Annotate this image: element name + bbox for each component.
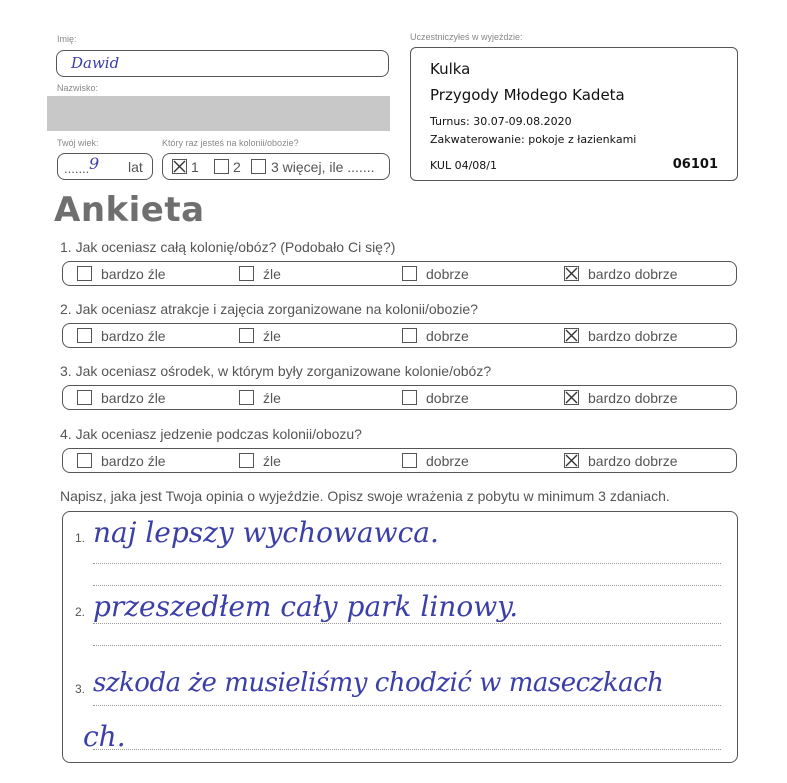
q1-option-1-label: bardzo źle bbox=[101, 266, 166, 282]
x-mark-icon bbox=[173, 160, 186, 173]
q2-checkbox-1[interactable] bbox=[77, 328, 92, 343]
question-1-answers bbox=[62, 261, 737, 286]
ruled-line bbox=[93, 623, 721, 624]
q4-option-4-label: bardzo dobrze bbox=[588, 453, 678, 469]
q4-checkbox-2[interactable] bbox=[239, 453, 254, 468]
surname-label: Nazwisko: bbox=[57, 83, 99, 93]
q3-option-4-label: bardzo dobrze bbox=[588, 390, 678, 406]
name-label: Imię: bbox=[57, 34, 77, 44]
opinion-number-2: 2. bbox=[75, 605, 86, 619]
age-dots: ....... bbox=[64, 161, 90, 176]
times-checkbox-3[interactable] bbox=[251, 159, 266, 174]
opinion-number-1: 1. bbox=[75, 531, 86, 545]
q1-option-3-label: dobrze bbox=[426, 266, 469, 282]
name-field[interactable] bbox=[56, 50, 389, 77]
q4-checkbox-4[interactable] bbox=[564, 453, 579, 468]
q2-checkbox-2[interactable] bbox=[239, 328, 254, 343]
times-checkbox-2[interactable] bbox=[214, 159, 229, 174]
q1-option-4-label: bardzo dobrze bbox=[588, 266, 678, 282]
trip-code: KUL 04/08/1 bbox=[430, 159, 497, 172]
question-3-answers bbox=[62, 385, 737, 410]
trip-line-1: Kulka bbox=[430, 60, 471, 78]
trip-accommodation: Zakwaterowanie: pokoje z łazienkami bbox=[430, 133, 637, 146]
q1-checkbox-4[interactable] bbox=[564, 266, 579, 281]
times-checkbox-1[interactable] bbox=[172, 159, 187, 174]
trip-turnus: Turnus: 30.07-09.08.2020 bbox=[430, 115, 572, 128]
q4-option-3-label: dobrze bbox=[426, 453, 469, 469]
ruled-line bbox=[93, 749, 721, 750]
q2-checkbox-3[interactable] bbox=[402, 328, 417, 343]
surname-redacted-field bbox=[47, 96, 390, 131]
name-value: Dawid bbox=[71, 54, 120, 72]
ruled-line bbox=[93, 585, 721, 586]
trip-info-box bbox=[410, 47, 738, 181]
q1-checkbox-3[interactable] bbox=[402, 266, 417, 281]
question-4-answers bbox=[62, 448, 737, 473]
q3-checkbox-4[interactable] bbox=[564, 390, 579, 405]
trip-line-2: Przygody Młodego Kadeta bbox=[430, 86, 625, 104]
q3-checkbox-2[interactable] bbox=[239, 390, 254, 405]
opinion-line-2: przeszedłem cały park linowy. bbox=[93, 590, 519, 623]
x-mark-icon bbox=[565, 267, 578, 280]
opinion-line-1: naj lepszy wychowawca. bbox=[93, 516, 439, 549]
times-option-2: 2 bbox=[233, 159, 241, 175]
x-mark-icon bbox=[565, 329, 578, 342]
question-4-text: 4. Jak oceniasz jedzenie podczas kolonii/obozu? bbox=[60, 426, 362, 442]
survey-title: Ankieta bbox=[54, 190, 205, 230]
opinion-textarea[interactable] bbox=[62, 511, 738, 763]
question-3-text: 3. Jak oceniasz ośrodek, w którym były zorganizowane kolonie/obóz? bbox=[60, 363, 492, 379]
age-unit: lat bbox=[128, 159, 143, 175]
ruled-line bbox=[93, 705, 721, 706]
opinion-line-3b: ch. bbox=[83, 720, 126, 753]
times-label: Który raz jesteś na kolonii/obozie? bbox=[162, 138, 299, 148]
q1-option-2-label: źle bbox=[263, 266, 281, 282]
x-mark-icon bbox=[565, 391, 578, 404]
q3-option-1-label: bardzo źle bbox=[101, 390, 166, 406]
q4-option-1-label: bardzo źle bbox=[101, 453, 166, 469]
x-mark-icon bbox=[565, 454, 578, 467]
q1-checkbox-1[interactable] bbox=[77, 266, 92, 281]
q3-option-2-label: źle bbox=[263, 390, 281, 406]
q3-checkbox-3[interactable] bbox=[402, 390, 417, 405]
question-2-answers bbox=[62, 323, 737, 348]
age-label: Twój wiek: bbox=[57, 138, 99, 148]
age-field[interactable] bbox=[57, 153, 153, 180]
q2-option-3-label: dobrze bbox=[426, 328, 469, 344]
ruled-line bbox=[93, 645, 721, 646]
question-1-text: 1. Jak oceniasz całą kolonię/obóz? (Podobało Ci się?) bbox=[60, 239, 396, 255]
opinion-line-3: szkoda że musieliśmy chodzić w maseczkach bbox=[93, 668, 664, 698]
q2-option-2-label: źle bbox=[263, 328, 281, 344]
times-field bbox=[162, 153, 390, 180]
q2-option-1-label: bardzo źle bbox=[101, 328, 166, 344]
q4-option-2-label: źle bbox=[263, 453, 281, 469]
ruled-line bbox=[93, 563, 721, 564]
q4-checkbox-3[interactable] bbox=[402, 453, 417, 468]
q2-checkbox-4[interactable] bbox=[564, 328, 579, 343]
q4-checkbox-1[interactable] bbox=[77, 453, 92, 468]
q1-checkbox-2[interactable] bbox=[239, 266, 254, 281]
times-option-1: 1 bbox=[191, 159, 199, 175]
opinion-prompt: Napisz, jaka jest Twoja opinia o wyjeździe. Opisz swoje wrażenia z pobytu w minimum 3 zdaniach. bbox=[60, 488, 670, 504]
times-option-3: 3 więcej, ile ....... bbox=[271, 159, 375, 175]
age-value: 9 bbox=[89, 154, 100, 173]
opinion-number-3: 3. bbox=[75, 682, 86, 696]
q3-option-3-label: dobrze bbox=[426, 390, 469, 406]
trip-number: 06101 bbox=[672, 157, 718, 172]
question-2-text: 2. Jak oceniasz atrakcje i zajęcia zorganizowane na kolonii/obozie? bbox=[60, 301, 478, 317]
q2-option-4-label: bardzo dobrze bbox=[588, 328, 678, 344]
q3-checkbox-1[interactable] bbox=[77, 390, 92, 405]
trip-label: Uczestniczyłeś w wyjeździe: bbox=[410, 32, 523, 42]
